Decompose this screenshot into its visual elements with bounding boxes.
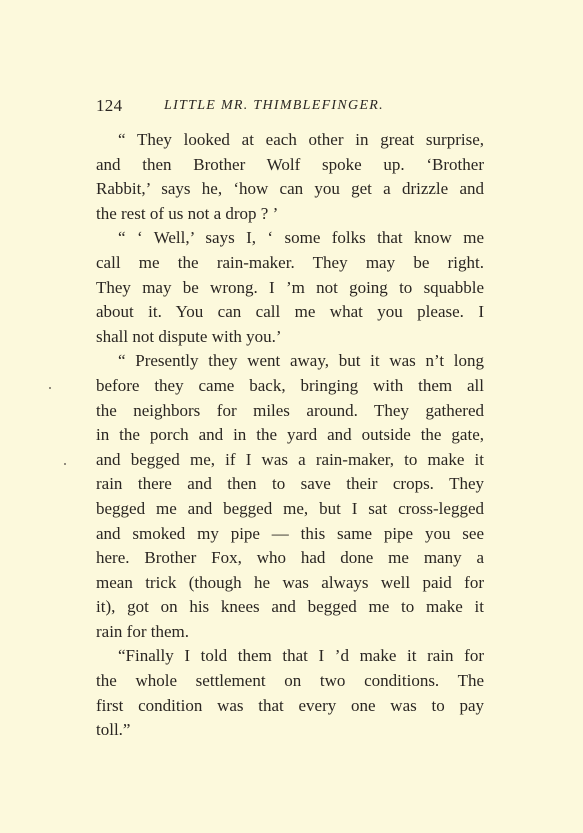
text-line: They may be wrong. I ’m not going to squabble [96, 277, 484, 297]
text-line: “ Presently they went away, but it was n’t long [118, 351, 484, 371]
paper-speck [49, 387, 51, 389]
text-line: the neighbors for miles around. They gathered [96, 400, 484, 420]
text-line: and smoked my pipe — this same pipe you see [96, 523, 484, 543]
paragraph [96, 644, 484, 742]
text-line: before they came back, bringing with them all [96, 375, 484, 395]
text-line: shall not dispute with you.’ [96, 326, 282, 346]
body-text [96, 128, 484, 743]
text-line: “Finally I told them that I ’d make it rain for [118, 646, 484, 666]
text-line: Rabbit,’ says he, ‘how can you get a drizzle and [96, 179, 484, 199]
text-line: call me the rain-maker. They may be right. [96, 252, 484, 272]
paragraph [96, 128, 484, 226]
text-line: mean trick (though he was always well paid for [96, 572, 484, 592]
text-line: and begged me, if I was a rain-maker, to make it [96, 449, 484, 469]
running-head [96, 96, 484, 120]
page-number: 124 [96, 96, 123, 115]
paper-speck [64, 463, 66, 465]
text-line: and then Brother Wolf spoke up. ‘Brother [96, 154, 484, 174]
text-line: in the porch and in the yard and outside the gate, [96, 425, 484, 445]
text-line: first condition was that every one was to pay [96, 695, 484, 715]
running-title: LITTLE MR. THIMBLEFINGER. [164, 98, 384, 113]
text-line: rain there and then to save their crops. They [96, 474, 484, 494]
text-line: “ They looked at each other in great surprise, [118, 130, 484, 149]
text-line: about it. You can call me what you please. I [96, 302, 484, 322]
paragraph [96, 226, 484, 349]
text-line: begged me and begged me, but I sat cross-legged [96, 498, 484, 518]
text-line: the rest of us not a drop ? ’ [96, 203, 279, 223]
text-line: rain for them. [96, 621, 189, 641]
paragraph [96, 349, 484, 644]
text-line: toll.” [96, 720, 131, 740]
text-line: here. Brother Fox, who had done me many a [96, 548, 484, 568]
text-line: the whole settlement on two conditions. The [96, 671, 484, 691]
text-line: “ ‘ Well,’ says I, ‘ some folks that know me [118, 228, 484, 248]
text-line: it), got on his knees and begged me to make it [96, 597, 484, 617]
